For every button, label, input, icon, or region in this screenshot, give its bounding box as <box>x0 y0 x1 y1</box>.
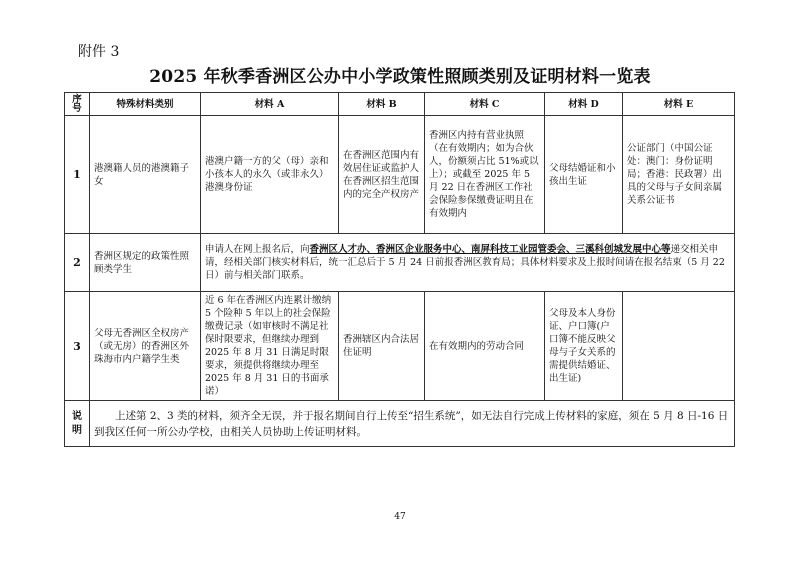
row-category: 父母无香洲区全权房产（或无房）的香洲区外珠海市内户籍学生类 <box>90 292 201 401</box>
header-material-e: 材料 E <box>623 93 735 116</box>
header-material-a: 材料 A <box>201 93 339 116</box>
row-number: 1 <box>65 116 90 234</box>
material-a-cell: 港澳户籍一方的父（母）亲和小孩本人的永久（或非永久）港澳身份证 <box>201 116 339 234</box>
material-d-cell: 父母结婚证和小孩出生证 <box>545 116 623 234</box>
note-label: 说明 <box>65 401 90 447</box>
header-material-c: 材料 C <box>425 93 545 116</box>
note-row <box>65 401 735 447</box>
header-material-b: 材料 B <box>339 93 425 116</box>
material-b-cell: 香洲辖区内合法居住证明 <box>339 292 425 401</box>
row-category: 港澳籍人员的港澳籍子女 <box>90 116 201 234</box>
header-material-d: 材料 D <box>545 93 623 116</box>
header-category: 特殊材料类别 <box>90 93 201 116</box>
row-number: 2 <box>65 234 90 292</box>
attachment-label: 附件 3 <box>78 44 120 60</box>
table-header-row <box>65 93 735 116</box>
row-category: 香洲区规定的政策性照顾类学生 <box>90 234 201 292</box>
description-text: 申请人在网上报名后，向 <box>205 244 310 255</box>
table-row <box>65 234 735 292</box>
material-a-cell: 近 6 年在香洲区内连累计缴纳 5 个险种 5 年以上的社会保险缴费记录（如审核时不满足社保时限要求，但继续办理到 2025 年 8 月 31 日满足时限要求，须提供将继续办理至 2025 年 8 月 31 日的书面承诺） <box>201 292 339 401</box>
material-b-cell: 在香洲区范围内有效居住证或监护人在香洲区招生范围内的完全产权房产 <box>339 116 425 234</box>
table-row <box>65 116 735 234</box>
page-number: 47 <box>394 512 406 522</box>
material-e-cell: 公证部门（中国公证处：澳门：身份证明局；香港：民政署）出具的父母与子女间亲属关系公证书 <box>623 116 735 234</box>
description-text: 递交相关申请，经相关部门核实材料后，统一汇总后于 5 月 24 日前报香洲区教育局；具体材料要求及上报时间请在报名结束（5 月 22 日）前与相关部门联系。 <box>205 244 725 281</box>
departments-highlight: 香洲区人才办、香洲区企业服务中心、南屏科技工业园管委会、三溪科创城发展中心等 <box>309 244 671 255</box>
material-c-cell: 香洲区内持有营业执照（在有效期内；如为合伙人，份额须占比 51%或以上）；或截至 2025 年 5 月 22 日在香洲区工作社会保险参保缴费证明且在有效期内 <box>425 116 545 234</box>
material-c-cell: 在有效期内的劳动合同 <box>425 292 545 401</box>
material-d-cell: 父母及本人身份证、户口簿(户口簿不能反映父母与子女关系的需提供结婚证、出生证) <box>545 292 623 401</box>
policy-table <box>64 92 735 447</box>
header-num: 序号 <box>65 93 90 116</box>
row-number: 3 <box>65 292 90 401</box>
policy-description-cell <box>201 234 735 292</box>
material-e-cell <box>623 292 735 401</box>
document-title: 2025 年秋季香洲区公办中小学政策性照顾类别及证明材料一览表 <box>149 67 651 87</box>
note-text: 上述第 2、3 类的材料，须齐全无误，并于报名期间自行上传至“招生系统”，如无法自行完成上传材料的家庭，须在 5 月 8 日-16 日到我区任何一所公办学校，由相关人员协助上传证明材料。 <box>90 401 735 447</box>
table-row <box>65 292 735 401</box>
